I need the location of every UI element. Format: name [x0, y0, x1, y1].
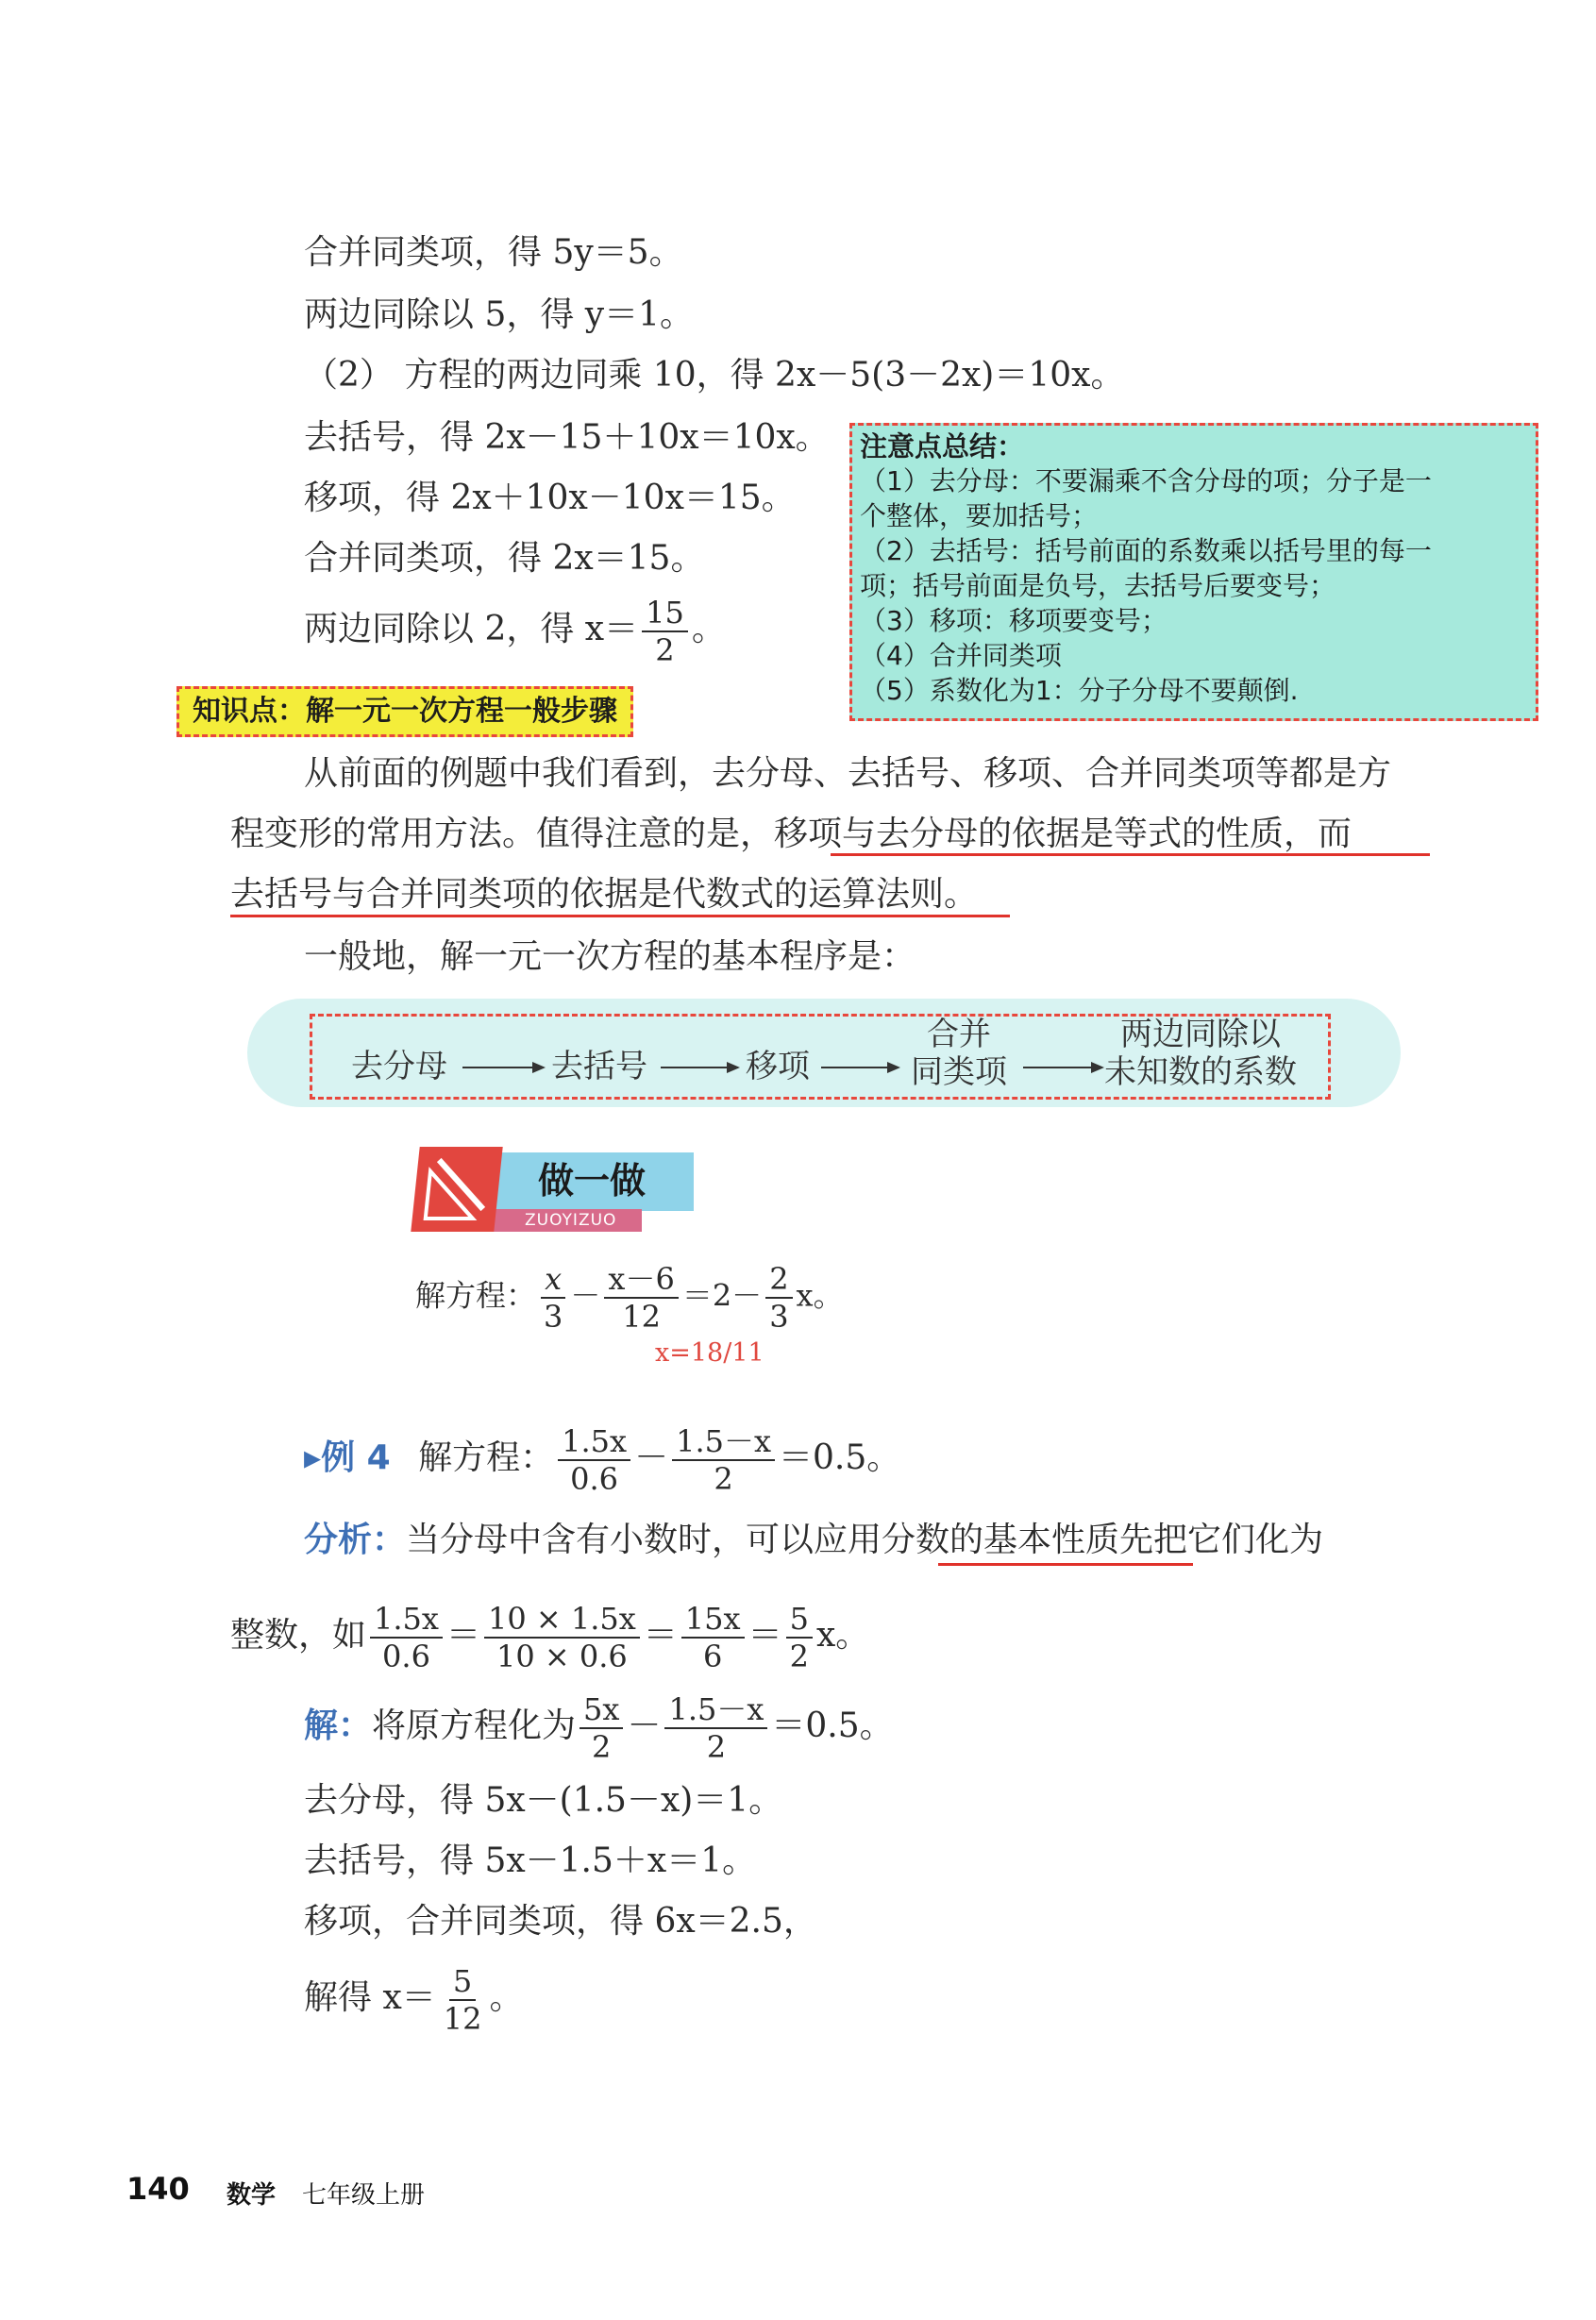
- step-label: 移项: [746, 1048, 810, 1085]
- fraction: [672, 1423, 775, 1497]
- step-label-line: 同类项: [911, 1053, 1007, 1091]
- step-label: [906, 1016, 1012, 1091]
- example-line: [304, 1423, 900, 1497]
- badge-title: 做一做: [538, 1160, 647, 1202]
- fraction: [642, 595, 688, 668]
- solution-line: 移项，合并同类项，得 6x＝2.5，: [304, 1902, 817, 1941]
- fraction: [370, 1601, 443, 1674]
- text-line: 合并同类项，得 2x＝15。: [304, 539, 705, 578]
- text-segment: －: [570, 1277, 601, 1314]
- fraction: [484, 1601, 640, 1674]
- paragraph-line: 去括号与合并同类项的依据是代数式的运算法则。: [230, 875, 979, 914]
- example-label: ▸例 4: [304, 1438, 391, 1477]
- denominator: 12: [443, 2001, 482, 2037]
- denominator: 2: [655, 632, 675, 668]
- numerator: 1.5－x: [672, 1423, 775, 1461]
- red-underline: [230, 915, 1010, 917]
- text-segment: 解得 x＝: [304, 1978, 436, 2017]
- note-item: （4）合并同类项: [860, 640, 1062, 671]
- text-segment: ＝2－: [681, 1277, 763, 1314]
- text-segment: ＝: [748, 1616, 782, 1655]
- text-line: 合并同类项，得 5y＝5。: [304, 233, 683, 272]
- numerator: 10 × 1.5x: [484, 1601, 640, 1639]
- numerator: 1.5x: [370, 1601, 443, 1639]
- step-label: 去分母: [351, 1048, 447, 1085]
- denominator: 10 × 0.6: [496, 1639, 628, 1674]
- numerator: 1.5x: [558, 1423, 630, 1461]
- step-label-line: 合并: [927, 1016, 991, 1053]
- text-segment: ＝0.5。: [779, 1438, 901, 1477]
- text-segment: ＝: [643, 1616, 678, 1655]
- text-segment: 整数，如: [230, 1616, 367, 1655]
- text-segment: 两边同除以 2，得 x＝: [304, 610, 639, 648]
- arrow-icon: [661, 1067, 738, 1068]
- knowledge-point-tag: 知识点：解一元一次方程一般步骤: [176, 686, 633, 737]
- denominator: 0.6: [570, 1461, 619, 1497]
- step-label: [1097, 1016, 1304, 1091]
- denominator: 0.6: [382, 1639, 430, 1674]
- text-segment: －: [634, 1438, 669, 1477]
- handwritten-answer: x=18/11: [655, 1338, 764, 1368]
- numerator: x－6: [604, 1261, 678, 1299]
- arrow-icon: [821, 1067, 899, 1068]
- numerator: 15x: [681, 1601, 745, 1639]
- step-label-line: 未知数的系数: [1104, 1053, 1297, 1091]
- paragraph-line: 一般地，解一元一次方程的基本程序是：: [304, 937, 916, 976]
- note-item: （2）去括号：括号前面的系数乘以括号里的每一: [860, 535, 1432, 566]
- step-label: 去括号: [551, 1048, 647, 1085]
- solution-line: [304, 1963, 523, 2037]
- denominator: 2: [714, 1461, 733, 1497]
- note-item: （1）去分母：不要漏乘不含分母的项；分子是一: [860, 465, 1432, 496]
- text-line: [304, 595, 726, 668]
- fraction: [681, 1601, 745, 1674]
- fraction: [664, 1691, 767, 1765]
- text-line: 去括号，得 2x－15＋10x＝10x。: [304, 418, 830, 457]
- zuoyizuo-badge: [415, 1147, 694, 1232]
- denominator: 3: [544, 1299, 563, 1335]
- text-line: （2） 方程的两边同乘 10，得 2x－5(3－2x)＝10x。: [304, 356, 1125, 395]
- text-segment: ＝: [445, 1616, 480, 1655]
- text-segment: 解方程：: [418, 1438, 555, 1477]
- numerator: 5: [449, 1963, 476, 2001]
- note-item: （3）移项：移项要变号；: [860, 605, 1168, 636]
- paragraph-line: 程变形的常用方法。值得注意的是，移项与去分母的依据是等式的性质，而: [230, 815, 1352, 853]
- text-segment: 当分母中含有小数时，可以应用分数的基本性质先把它们化为: [406, 1521, 1324, 1559]
- footer-book: 七年级上册: [302, 2181, 426, 2210]
- denominator: 6: [703, 1639, 723, 1674]
- numerator: x: [541, 1261, 565, 1299]
- text-segment: x。: [815, 1616, 870, 1655]
- analysis-label: 分析：: [304, 1521, 407, 1559]
- red-underline: [831, 853, 1430, 856]
- ruler-pencil-icon: [411, 1147, 502, 1232]
- text-segment: 解方程：: [415, 1277, 537, 1314]
- fraction: [580, 1691, 623, 1765]
- solution-label: 解：: [304, 1706, 373, 1745]
- solution-line: [304, 1691, 894, 1765]
- denominator: 2: [706, 1729, 727, 1765]
- denominator: 2: [592, 1729, 612, 1765]
- note-title: 注意点总结：: [860, 430, 1025, 462]
- red-underline: [938, 1563, 1193, 1566]
- paragraph-line: 从前面的例题中我们看到，去分母、去括号、移项、合并同类项等都是方: [304, 754, 1392, 793]
- text-segment: x。: [796, 1277, 844, 1314]
- text-segment: 将原方程化为: [372, 1706, 577, 1745]
- text-segment: ＝0.5。: [771, 1706, 894, 1745]
- analysis-line: [304, 1518, 1323, 1563]
- denominator: 3: [769, 1299, 789, 1335]
- analysis-line: [230, 1601, 869, 1674]
- arrow-icon: [462, 1067, 544, 1068]
- solution-line: 去括号，得 5x－1.5＋x＝1。: [304, 1841, 757, 1880]
- footer-subject: 数学: [227, 2181, 277, 2210]
- note-item: （5）系数化为1：分子分母不要颠倒.: [860, 675, 1299, 706]
- fraction: [786, 1601, 813, 1674]
- fraction: [558, 1423, 630, 1497]
- fraction: [765, 1261, 792, 1335]
- note-summary-box: [849, 423, 1538, 721]
- fraction: [604, 1261, 678, 1335]
- text-segment: 。: [489, 1978, 524, 2017]
- note-item: 个整体，要加括号；: [860, 500, 1099, 531]
- numerator: 2: [765, 1261, 792, 1299]
- page-number: 140: [126, 2171, 190, 2207]
- numerator: 1.5－x: [664, 1691, 767, 1729]
- fraction: [540, 1261, 566, 1335]
- numerator: 5x: [580, 1691, 623, 1729]
- fraction: [440, 1963, 486, 2037]
- text-line: 移项，得 2x＋10x－10x＝15。: [304, 479, 796, 517]
- solution-line: 去分母，得 5x－(1.5－x)＝1。: [304, 1781, 783, 1820]
- note-item: 项；括号前面是负号，去括号后要变号；: [860, 570, 1336, 601]
- text-segment: 。: [691, 610, 726, 648]
- text-segment: －: [627, 1706, 662, 1745]
- numerator: 15: [642, 595, 688, 632]
- denominator: 12: [622, 1299, 661, 1335]
- text-line: 两边同除以 5，得 y＝1。: [304, 295, 695, 334]
- arrow-icon: [1023, 1067, 1102, 1068]
- numerator: 5: [786, 1601, 813, 1639]
- denominator: 2: [789, 1639, 809, 1674]
- badge-subtitle: ZUOYIZUO: [525, 1211, 617, 1230]
- exercise-equation: [415, 1261, 844, 1335]
- step-label-line: 两边同除以: [1120, 1016, 1281, 1053]
